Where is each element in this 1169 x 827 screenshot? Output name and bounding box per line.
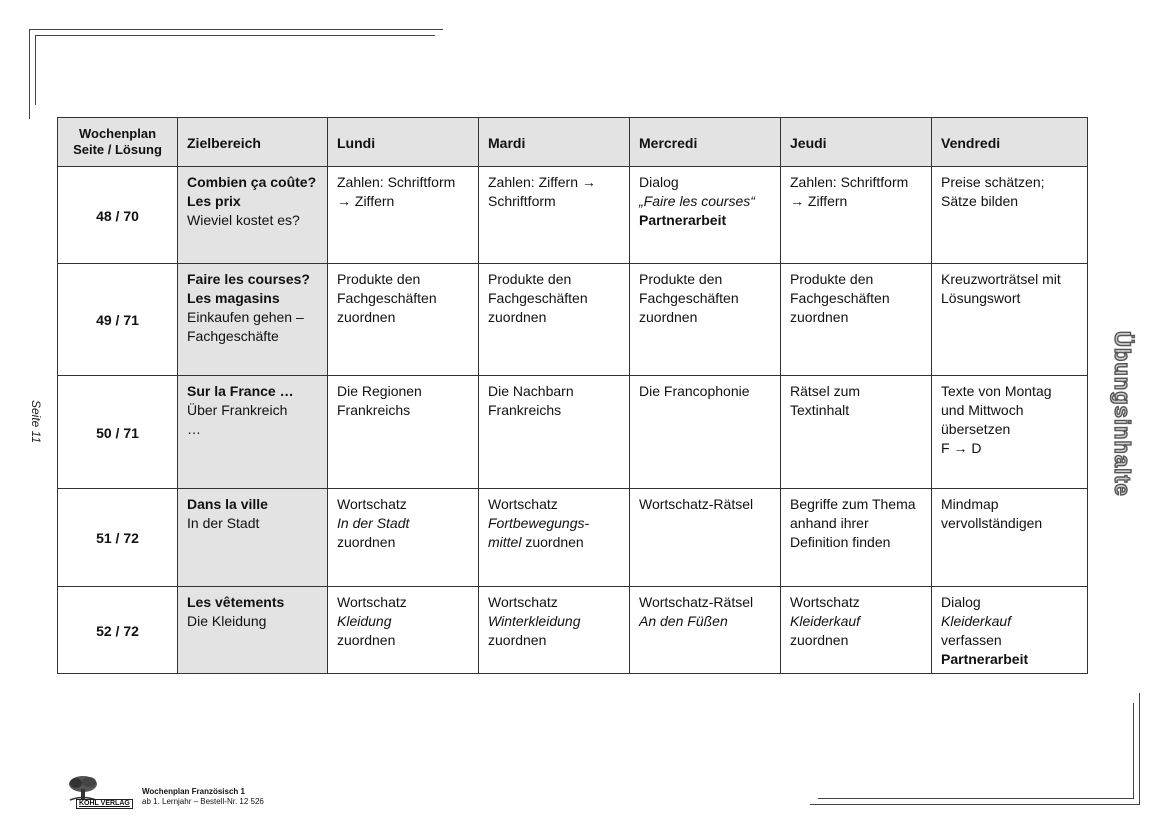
cell-zone: Dans la ville In der Stadt [178,489,328,587]
cell-mercredi: Dialog „Faire les courses“ Partnerarbeit [630,167,781,264]
cell-mardi: Produkte den Fachgeschäften zuordnen [479,264,630,376]
table-row [58,167,1088,264]
cell-lundi: Zahlen: Schriftform → Ziffern [328,167,479,264]
table-header-row [58,118,1088,167]
header-mardi: Mardi [479,118,630,167]
cell-jeudi: Rätsel zum Textinhalt [781,376,932,489]
cell-vendredi: Preise schätzen; Sätze bilden [932,167,1088,264]
header-mercredi: Mercredi [630,118,781,167]
weekly-plan-table [57,117,1088,674]
footer [66,775,264,809]
frame-corner-top-left-inner [35,35,435,105]
cell-zone: Combien ça coûte? Les prix Wieviel kostet es? [178,167,328,264]
page-number-label: Seite 11 [29,400,43,444]
footer-title: Wochenplan Französisch 1 [142,787,245,796]
header-week: Wochenplan Seite / Lösung [58,118,178,167]
cell-zone: Faire les courses? Les magasins Einkaufen gehen – Fachgeschäfte [178,264,328,376]
cell-week: 52 / 72 [58,587,178,674]
cell-jeudi: Begriffe zum Thema anhand ihrer Definition finden [781,489,932,587]
header-zielbereich: Zielbereich [178,118,328,167]
cell-mercredi: Produkte den Fachgeschäften zuordnen [630,264,781,376]
cell-vendredi: Kreuzworträtsel mit Lösungswort [932,264,1088,376]
cell-jeudi: Zahlen: Schriftform → Ziffern [781,167,932,264]
cell-zone: Sur la France … Über Frankreich … [178,376,328,489]
cell-week: 49 / 71 [58,264,178,376]
publisher-logo [66,775,136,809]
cell-vendredi: Mindmap vervollständigen [932,489,1088,587]
header-lundi: Lundi [328,118,479,167]
table-row [58,489,1088,587]
frame-corner-bottom-right-inner [818,703,1134,799]
table-row [58,376,1088,489]
cell-lundi: Wortschatz In der Stadt zuordnen [328,489,479,587]
publisher-brand: KOHL VERLAG [76,799,133,809]
cell-mercredi: Wortschatz-Rätsel An den Füßen [630,587,781,674]
cell-mercredi: Wortschatz-Rätsel [630,489,781,587]
cell-vendredi: Texte von Montag und Mittwoch übersetzen F → D [932,376,1088,489]
cell-mardi: Wortschatz Fortbewegungs-mittel zuordnen [479,489,630,587]
cell-lundi: Die Regionen Frankreichs [328,376,479,489]
cell-lundi: Wortschatz Kleidung zuordnen [328,587,479,674]
cell-week: 48 / 70 [58,167,178,264]
cell-week: 50 / 71 [58,376,178,489]
cell-mercredi: Die Francophonie [630,376,781,489]
cell-mardi: Zahlen: Ziffern → Schriftform [479,167,630,264]
cell-zone: Les vêtements Die Kleidung [178,587,328,674]
tree-icon [66,775,100,801]
table-row [58,587,1088,674]
cell-vendredi: Dialog Kleiderkauf verfassen Partnerarbeit [932,587,1088,674]
cell-jeudi: Wortschatz Kleiderkauf zuordnen [781,587,932,674]
header-vendredi: Vendredi [932,118,1088,167]
cell-jeudi: Produkte den Fachgeschäften zuordnen [781,264,932,376]
table-row [58,264,1088,376]
footer-text [142,787,264,809]
section-title-vertical: Übungsinhalte [1110,331,1135,497]
header-jeudi: Jeudi [781,118,932,167]
cell-mardi: Die Nachbarn Frankreichs [479,376,630,489]
footer-subtitle: ab 1. Lernjahr – Bestell-Nr. 12 526 [142,797,264,806]
cell-lundi: Produkte den Fachgeschäften zuordnen [328,264,479,376]
cell-mardi: Wortschatz Winterkleidung zuordnen [479,587,630,674]
cell-week: 51 / 72 [58,489,178,587]
